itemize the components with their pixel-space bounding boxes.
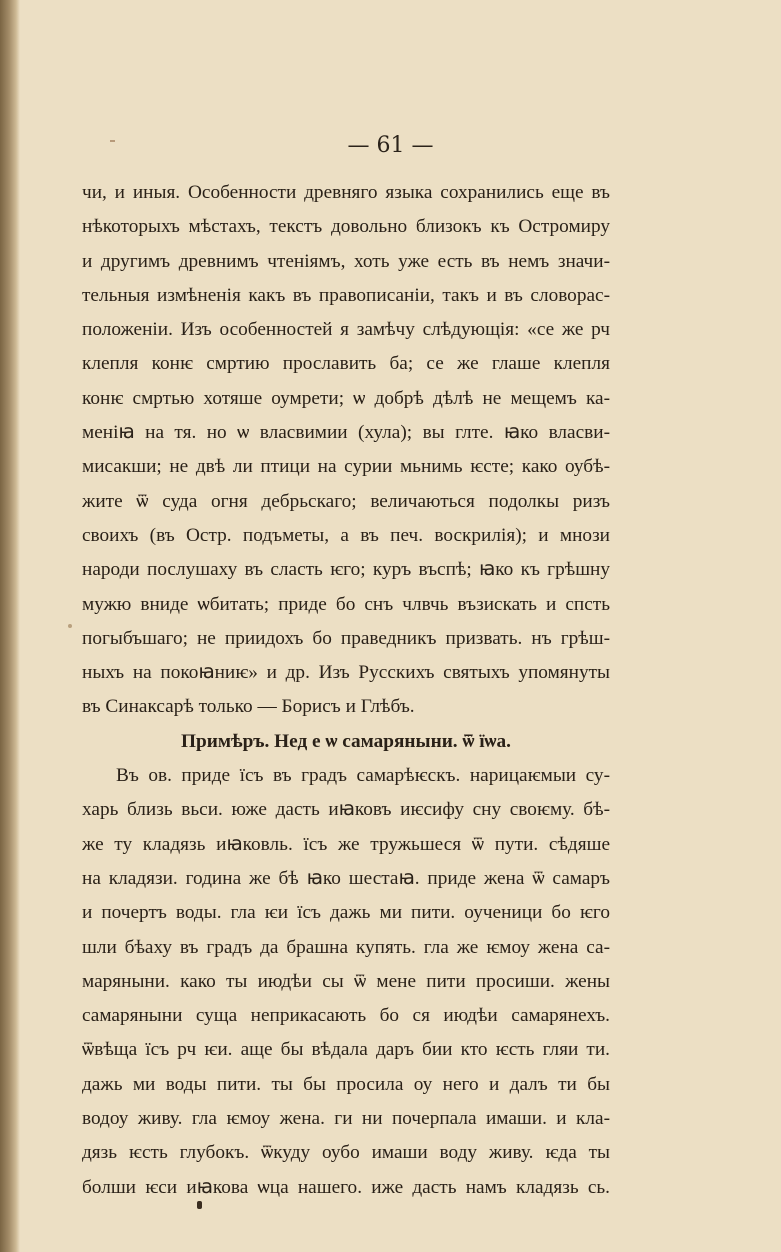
page-number: — 61 —	[347, 133, 434, 158]
text-line: же ту кладязь иꙗковль. їсъ же тружьшеся ѿ пути. сѣдяше	[82, 833, 610, 855]
example-heading: Примѣръ. Нед е ѡ самаряныни. ѿ їѡа.	[181, 730, 511, 752]
text-line: самаряныни суща неприкасають бо ся июдѣи самарянехъ.	[82, 1005, 610, 1027]
text-line: мисакши; не двѣ ли птици на сурии мьнимь ѥсте; како оубѣ-	[82, 456, 610, 478]
text-line: народи послушаху въ сласть ѥго; куръ въспѣ; ꙗко къ грѣшну	[82, 559, 610, 581]
text-line: ѿвѣща їсъ рч ѥи. аще бы вѣдала даръ бии кто ѥсть гляи ти.	[82, 1039, 610, 1061]
text-line: водоу живу. гла ѥмоу жена. ги ни почерпала имаши. и кла-	[82, 1108, 610, 1130]
main-text	[82, 176, 610, 1205]
text-line: болши ѥси иꙗкова ѡца нашего. иже дасть намъ кладязь сь.	[82, 1176, 610, 1198]
text-line: въ Синаксарѣ только — Борисъ и Глѣбъ.	[82, 696, 415, 718]
text-line: положеніи. Изъ особенностей я замѣчу слѣдующія: «се же рч	[82, 319, 610, 341]
text-line: ныхъ на покоꙗниѥ» и др. Изъ Русскихъ святыхъ упомянуты	[82, 662, 610, 684]
text-line: клепля конѥ смртию прославить ба; се же глаше клепля	[82, 353, 610, 375]
text-line: дажь ми воды пити. ты бы просила оу него и далъ ти бы	[82, 1073, 610, 1095]
page-speck	[68, 624, 72, 628]
text-line: дязь ѥсть глубокъ. ѿкуду оубо имаши воду живу. ѥда ты	[82, 1142, 610, 1164]
text-line: маряныни. како ты июдѣи сы ѿ мене пити просиши. жены	[82, 970, 610, 992]
text-line: менiꙗ на тя. но ѡ власвимии (хула); вы глте. ꙗко власви-	[82, 422, 610, 444]
text-line: чи, и иныя. Особенности древняго языка сохранились еще въ	[82, 182, 610, 203]
text-line: конѥ смртью хотяше оумрети; ѡ добрѣ дѣлѣ не мещемъ ка-	[82, 387, 610, 409]
text-line: и почертъ воды. гла ѥи їсъ дажь ми пити. оученици бо ѥго	[82, 902, 610, 924]
text-line: нѣкоторыхъ мѣстахъ, текстъ довольно близокъ къ Остромиру	[82, 216, 610, 238]
text-line: шли бѣаху въ градъ да брашна купять. гла же ѥмоу жена са-	[82, 936, 610, 958]
text-line: харь близь вьси. юже дасть иꙗковъ иѥсифу сну своѥму. бѣ-	[82, 799, 610, 821]
ink-mark	[197, 1201, 202, 1209]
text-line: своихъ (въ Остр. подъметы, а въ печ. воскрилія); и мнози	[82, 524, 610, 546]
book-spine	[0, 0, 20, 1252]
text-line: мужю вниде ѡбитать; приде бо снъ члвчь възискать и спсть	[82, 593, 610, 615]
text-line: тельныя измѣненія какъ въ правописаніи, такъ и въ словорас-	[82, 284, 610, 306]
text-line: жите ѿ суда огня дебрьскаго; величаються подолкы ризъ	[82, 490, 610, 512]
text-line: на кладязи. година же бѣ ꙗко шестаꙗ. приде жена ѿ самаръ	[82, 867, 610, 889]
text-line: Въ ов. приде їсъ въ градъ самарѣѥскъ. нарицаѥмыи су-	[116, 765, 610, 787]
text-line: погыбъшаго; не приидохъ бо праведникъ призвать. нъ грѣш-	[82, 627, 610, 649]
text-line: и другимъ древнимъ чтеніямъ, хоть уже есть въ немъ значи-	[82, 250, 610, 272]
